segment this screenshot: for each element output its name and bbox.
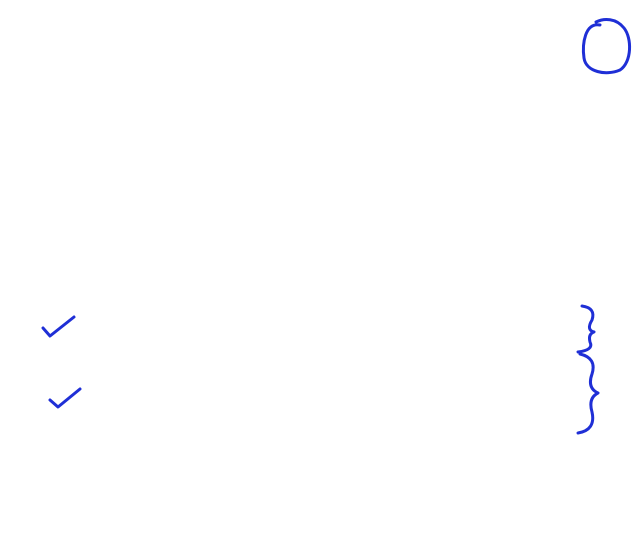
- check-mark-icon: [50, 389, 80, 407]
- brace-right-icon: [578, 306, 594, 352]
- brace-right-icon: [578, 354, 598, 433]
- check-mark-icon: [43, 317, 74, 336]
- circle-mark: [583, 20, 629, 73]
- table-caption: [85, 88, 91, 107]
